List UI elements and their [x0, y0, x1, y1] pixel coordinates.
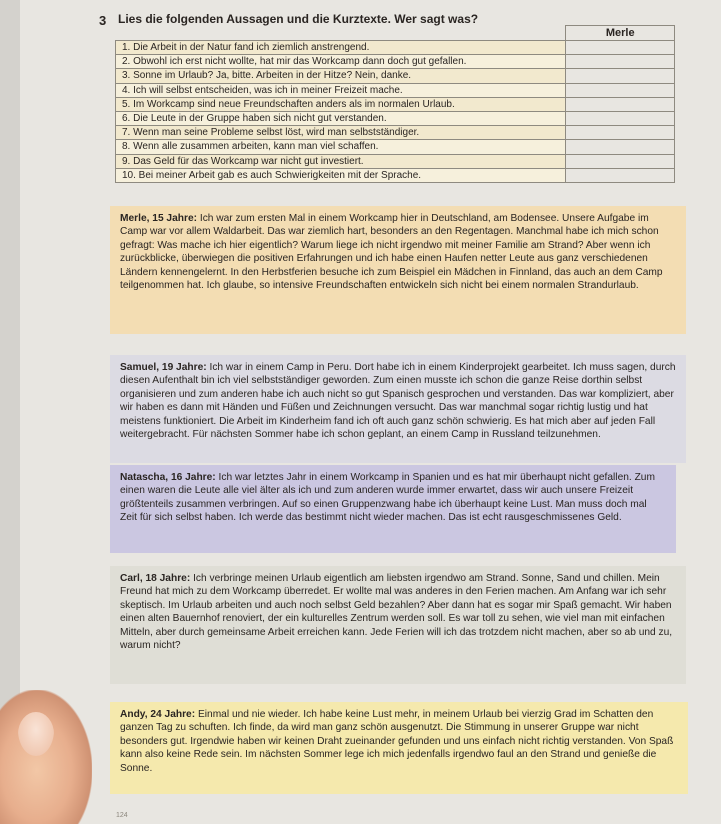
table-row — [116, 126, 675, 140]
answer-cell[interactable] — [566, 168, 675, 182]
statement-text: 4. Ich will selbst entscheiden, was ich in meiner Freizeit mache. — [116, 83, 566, 97]
text-card-natascha — [110, 465, 676, 553]
statement-text: 10. Bei meiner Arbeit gab es auch Schwierigkeiten mit der Sprache. — [116, 168, 566, 182]
answer-cell[interactable] — [566, 41, 675, 55]
table-row — [116, 83, 675, 97]
answer-cell[interactable] — [566, 154, 675, 168]
task-instruction: Lies die folgenden Aussagen und die Kurztexte. Wer sagt was? — [118, 12, 479, 26]
table-header-answer: Merle — [566, 26, 675, 41]
thumb-photo — [0, 690, 92, 824]
answer-cell[interactable] — [566, 126, 675, 140]
speaker-name: Natascha, 16 Jahre: — [120, 472, 216, 483]
answer-cell[interactable] — [566, 97, 675, 111]
task-number: 3 — [99, 13, 107, 28]
thumbnail-highlight — [18, 712, 54, 756]
speaker-name: Carl, 18 Jahre: — [120, 573, 191, 584]
table-row — [116, 55, 675, 69]
answer-cell[interactable] — [566, 83, 675, 97]
table-row — [116, 111, 675, 125]
statement-text: 2. Obwohl ich erst nicht wollte, hat mir das Workcamp dann doch gut gefallen. — [116, 55, 566, 69]
statement-text: 3. Sonne im Urlaub? Ja, bitte. Arbeiten in der Hitze? Nein, danke. — [116, 69, 566, 83]
table-row — [116, 140, 675, 154]
statements-table — [115, 25, 675, 183]
table-row — [116, 69, 675, 83]
table-row — [116, 97, 675, 111]
statement-text: 6. Die Leute in der Gruppe haben sich nicht gut verstanden. — [116, 111, 566, 125]
statement-text: 1. Die Arbeit in der Natur fand ich ziemlich anstrengend. — [116, 41, 566, 55]
answer-cell[interactable] — [566, 140, 675, 154]
statement-text: 5. Im Workcamp sind neue Freundschaften anders als im normalen Urlaub. — [116, 97, 566, 111]
page-number: 124 — [116, 812, 128, 819]
speaker-text: Einmal und nie wieder. Ich habe keine Lust mehr, in meinem Urlaub bei vierzig Grad im Schatten den ganzen Tag zu schuften. Ich finde, da wird man ganz schön ausgenutzt. Die Stimmung in unserer Gruppe war nicht besonders gut. Irgendwie haben wir keinen Draht zueinander gefunden und uns einfach nicht richtig verstanden. Von Spaß kann also keine Rede sein. Im nächsten Sommer lege ich mich jedenfalls irgendwo faul an den Strand und genieße die Sonne. — [120, 709, 674, 774]
table-header-blank — [116, 26, 566, 41]
text-card-samuel — [110, 355, 686, 463]
text-card-carl — [110, 566, 686, 684]
text-card-merle — [110, 206, 686, 334]
speaker-text: Ich war zum ersten Mal in einem Workcamp hier in Deutschland, am Bodensee. Unsere Aufgabe im Camp war vor allem Waldarbeit. Das war ziemlich hart, besonders an den Regentagen. Manchmal habe ich mich schon gefragt: Was mache ich hier eigentlich? Warum liege ich nicht irgendwo mit meiner Familie am Strand? Aber wenn ich zurückblicke, überwiegen die positiven Erfahrungen und ich habe einen Haufen netter Leute aus ganz verschiedenen Ländern kennengelernt. In den Herbstferien besuche ich zum Beispiel ein Mädchen in Finnland, das auch an dem Camp teilgenommen hat. Ich glaube, so intensive Freundschaften entwickeln sich nicht bei einem normalen Strandurlaub. — [120, 213, 663, 292]
speaker-name: Andy, 24 Jahre: — [120, 709, 196, 720]
table-row — [116, 41, 675, 55]
speaker-text: Ich verbringe meinen Urlaub eigentlich am liebsten irgendwo am Strand. Sonne, Sand und chillen. Mein Freund hat mich zu dem Workcamp überredet. Er wollte mal was anderes in den Ferien machen. Am Anfang war ich sehr skeptisch. Im Urlaub arbeiten und auch noch selbst Geld bezahlen? Aber dann hat es sogar mir Spaß gemacht. Wir haben einen alten Bauernhof renoviert, der ein kulturelles Zentrum werden soll. Es war toll zu sehen, wie viel man mit einfachen Mitteln, aber durch gemeinsame Arbeit erreichen kann. Jede Ferien will ich das trotzdem nicht machen, aber so ab und zu, warum nicht? — [120, 573, 673, 652]
speaker-name: Samuel, 19 Jahre: — [120, 362, 207, 373]
speaker-name: Merle, 15 Jahre: — [120, 213, 198, 224]
speaker-text: Ich war letztes Jahr in einem Workcamp in Spanien und es hat mir überhaupt nicht gefallen. Zum einen waren die Leute alle viel älter als ich und zum anderen wurde immer erwartet, dass wir auch unsere Freizeit größtenteils zusammen verbringen. Auf so einen Gruppenzwang habe ich überhaupt keine Lust. Man muss doch mal Zeit für sich selbst haben. Ich werde das bestimmt nicht wieder machen. Das ist echt rausgeschmissenes Geld. — [120, 472, 655, 524]
answer-cell[interactable] — [566, 55, 675, 69]
statement-text: 9. Das Geld für das Workcamp war nicht gut investiert. — [116, 154, 566, 168]
table-row — [116, 168, 675, 182]
statement-text: 8. Wenn alle zusammen arbeiten, kann man viel schaffen. — [116, 140, 566, 154]
table-row — [116, 154, 675, 168]
speaker-text: Ich war in einem Camp in Peru. Dort habe ich in einem Kinderprojekt gearbeitet. Ich muss sagen, durch diesen Aufenthalt bin ich viel selbstständiger geworden. Zum einen musste ich schon die ganze Reise dorthin selbst organisieren und zum anderen habe ich auch nicht so gut Spanisch gesprochen und verstanden. Das war kompliziert, aber wir haben es dann mit Händen und Füßen und Zeichnungen versucht. Das war manchmal sogar richtig lustig und hat meistens funktioniert. Die Arbeit im Kinderheim fand ich oft auch ganz schön schwierig. Es hat mich aber auf jeden Fall weitergebracht. Für nächsten Sommer habe ich schon geplant, an einem Camp in Russland teilzunehmen. — [120, 362, 676, 441]
statement-text: 7. Wenn man seine Probleme selbst löst, wird man selbstständiger. — [116, 126, 566, 140]
answer-cell[interactable] — [566, 111, 675, 125]
answer-cell[interactable] — [566, 69, 675, 83]
text-card-andy — [110, 702, 688, 794]
